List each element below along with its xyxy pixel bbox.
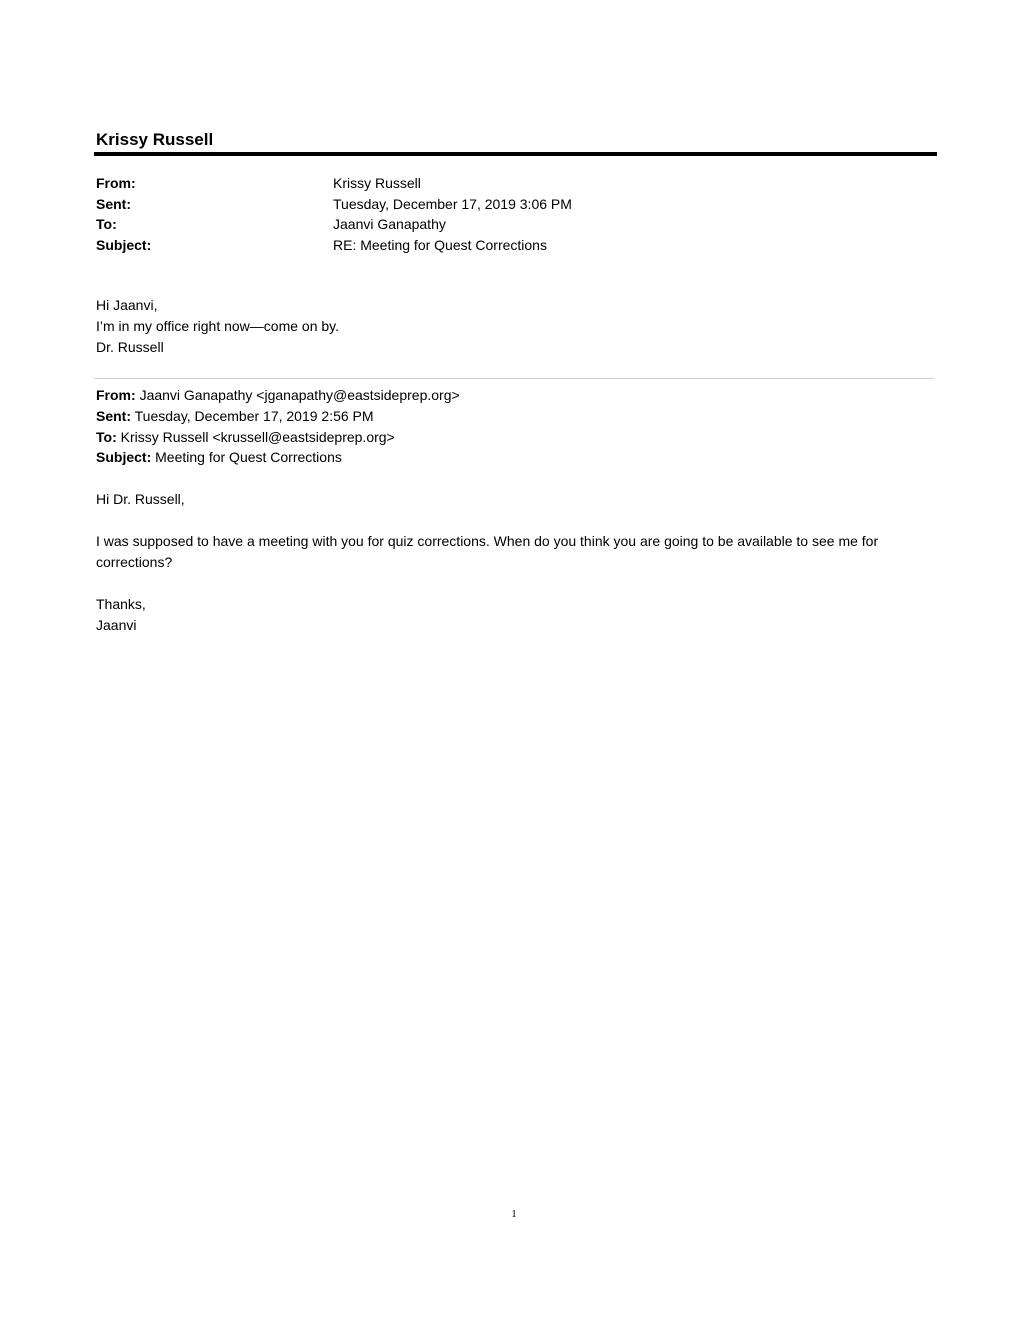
original-from-label: From:: [96, 387, 136, 403]
reply-body: [96, 295, 339, 358]
original-subject-value: Meeting for Quest Corrections: [155, 449, 342, 466]
sent-value: Tuesday, December 17, 2019 3:06 PM: [333, 195, 572, 212]
original-subject: [96, 447, 460, 468]
reply-greeting: Hi Jaanvi,: [96, 297, 158, 313]
original-to: [96, 427, 460, 448]
original-to-label: To:: [96, 428, 117, 445]
page-number: 1: [511, 1208, 517, 1220]
original-signature: Jaanvi: [96, 617, 137, 633]
original-from-value: Jaanvi Ganapathy <jganapathy@eastsideprep.org>: [139, 387, 460, 403]
original-sent: [96, 406, 460, 427]
to-value: Jaanvi Ganapathy: [333, 216, 446, 233]
sent-label: Sent:: [96, 195, 131, 212]
original-sent-value: Tuesday, December 17, 2019 2:56 PM: [134, 407, 374, 424]
original-closing: Thanks,: [96, 596, 146, 612]
original-header: [96, 385, 460, 468]
quoted-message-divider: [94, 378, 934, 379]
reply-message: I’m in my office right now—come on by.: [96, 318, 340, 334]
reply-header-subject: [96, 235, 572, 256]
original-to-value: Krissy Russell <krussell@eastsideprep.org>: [120, 428, 395, 445]
reply-header-from: [96, 173, 572, 194]
from-value: Krissy Russell: [333, 175, 421, 191]
reply-signature: Dr. Russell: [96, 339, 164, 355]
reply-header-to: [96, 214, 572, 235]
page-title: Krissy Russell: [96, 130, 214, 149]
original-paragraph: I was supposed to have a meeting with you for quiz corrections. When do you think you are going to be available to see me for corrections?: [96, 533, 879, 570]
original-sent-label: Sent:: [96, 407, 131, 424]
subject-value: RE: Meeting for Quest Corrections: [333, 236, 547, 253]
to-label: To:: [96, 216, 117, 233]
original-subject-label: Subject:: [96, 449, 152, 466]
reply-header: [96, 173, 572, 255]
title-divider: [94, 152, 937, 156]
subject-label: Subject:: [96, 236, 152, 253]
from-label: From:: [96, 175, 136, 191]
original-body: [96, 489, 936, 636]
original-greeting: Hi Dr. Russell,: [96, 491, 185, 507]
reply-header-sent: [96, 194, 572, 215]
original-from: [96, 385, 460, 406]
